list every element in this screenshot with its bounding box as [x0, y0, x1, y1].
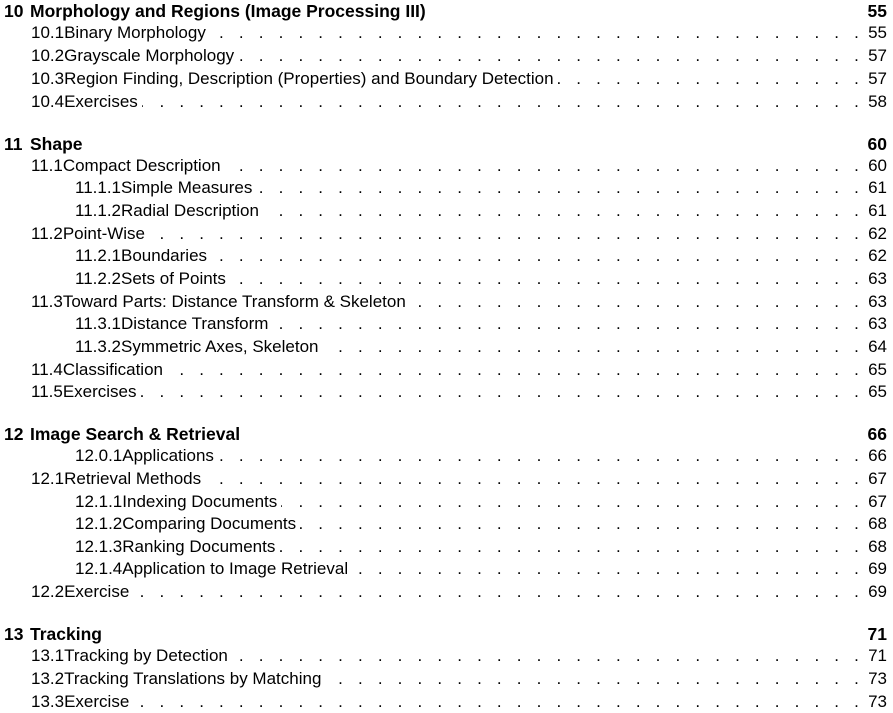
toc-title: Binary Morphology: [64, 23, 206, 42]
toc-entry[interactable]: [0, 200, 887, 222]
toc-entry[interactable]: [0, 491, 887, 513]
toc-page-number: 67: [868, 492, 887, 511]
toc-page-number: 62: [868, 224, 887, 243]
toc-page-number: 66: [867, 424, 887, 444]
toc-chapter[interactable]: [0, 423, 887, 445]
toc-page-number: 58: [868, 92, 887, 111]
toc-page-number: 69: [868, 582, 887, 601]
toc-page-number: 57: [868, 46, 887, 65]
toc-chapter[interactable]: [0, 133, 887, 155]
dot-leader: [230, 268, 864, 290]
toc-entry[interactable]: [0, 22, 887, 44]
toc-title: Distance Transform: [121, 314, 269, 333]
toc-number: 12.1.2: [75, 514, 123, 533]
toc-page-number: 68: [868, 514, 887, 533]
toc-entry[interactable]: [0, 45, 887, 67]
toc-title: Classification: [62, 360, 163, 379]
dot-leader: [263, 200, 864, 222]
toc-page-number: 61: [868, 201, 887, 220]
toc-title: Symmetric Axes, Skeleton: [121, 337, 319, 356]
toc-entry[interactable]: [0, 536, 887, 558]
toc-title: Toward Parts: Distance Transform & Skeleton: [62, 292, 406, 311]
toc-page-number: 63: [868, 292, 887, 311]
dot-leader: [133, 581, 864, 603]
toc-number: 11.2: [31, 224, 63, 243]
toc-number: 11.4: [31, 360, 63, 379]
toc-entry[interactable]: [0, 668, 887, 690]
toc-title: Application to Image Retrieval: [122, 559, 349, 578]
toc-title: Tracking by Detection: [64, 646, 228, 665]
toc-title: Boundaries: [121, 246, 208, 265]
toc-title: Retrieval Methods: [64, 469, 202, 488]
toc-page-number: 73: [868, 692, 887, 711]
toc-page-number: 66: [868, 446, 887, 465]
toc-number: 12.1.1: [75, 492, 123, 511]
dot-leader: [210, 22, 864, 44]
toc-page-number: 61: [868, 178, 887, 197]
toc-entry[interactable]: [0, 381, 887, 403]
toc-number: 12.1: [31, 469, 65, 488]
toc-number: 11.1.1: [75, 178, 122, 197]
dot-leader: [218, 445, 864, 467]
toc-page-number: 69: [868, 559, 887, 578]
toc-number: 12.1.3: [75, 537, 123, 556]
toc-title: Radial Description: [121, 201, 259, 220]
toc-page-number: 64: [868, 337, 887, 356]
dot-leader: [142, 91, 864, 113]
toc-title: Grayscale Morphology: [64, 46, 235, 65]
toc-page-number: 71: [868, 646, 887, 665]
toc-page-number: 60: [867, 134, 887, 154]
toc-title: Morphology and Regions (Image Processing III): [30, 1, 426, 21]
dot-leader: [300, 513, 864, 535]
toc-entry[interactable]: [0, 313, 887, 335]
toc-number: 10.4: [31, 92, 65, 111]
toc-number: 12: [4, 424, 24, 444]
toc-number: 13.1: [31, 646, 65, 665]
toc-number: 13: [4, 624, 24, 644]
toc-entry[interactable]: [0, 445, 887, 467]
toc-title: Point-Wise: [62, 224, 146, 243]
dot-leader: [272, 313, 864, 335]
toc-entry[interactable]: [0, 177, 887, 199]
toc-entry[interactable]: [0, 513, 887, 535]
toc-entry[interactable]: [0, 581, 887, 603]
dot-leader: [281, 491, 864, 513]
toc-entry[interactable]: [0, 558, 887, 580]
toc-page-number: 60: [868, 156, 887, 175]
toc-number: 11.2.2: [75, 269, 122, 288]
toc-title: Applications: [122, 446, 214, 465]
dot-leader: [322, 336, 864, 358]
toc-entry[interactable]: [0, 245, 887, 267]
toc-title: Exercise: [64, 582, 130, 601]
toc-number: 11.2.1: [75, 246, 122, 265]
toc-entry[interactable]: [0, 336, 887, 358]
toc-page-number: 67: [868, 469, 887, 488]
toc-entry[interactable]: [0, 359, 887, 381]
toc-number: 13.3: [31, 692, 65, 711]
dot-leader: [149, 223, 864, 245]
toc-title: Indexing Documents: [122, 492, 278, 511]
toc-title: Tracking: [30, 624, 102, 644]
toc-title: Exercises: [64, 92, 138, 111]
toc-title: Comparing Documents: [122, 514, 297, 533]
toc-title: Exercises: [62, 382, 137, 401]
toc-entry[interactable]: [0, 68, 887, 90]
toc-entry[interactable]: [0, 155, 887, 177]
toc-page-number: 65: [868, 382, 887, 401]
toc-number: 11.3.1: [75, 314, 122, 333]
toc-number: 11.3: [31, 292, 63, 311]
toc-page-number: 71: [867, 624, 887, 644]
toc-entry[interactable]: [0, 268, 887, 290]
toc-number: 11.1: [31, 156, 63, 175]
dot-leader: [133, 691, 864, 713]
toc-page-number: 55: [868, 23, 887, 42]
toc-title: Tracking Translations by Matching: [64, 669, 322, 688]
toc-title: Ranking Documents: [122, 537, 276, 556]
toc-entry[interactable]: [0, 223, 887, 245]
toc-page-number: 68: [868, 537, 887, 556]
toc-page-number: 65: [868, 360, 887, 379]
toc-number: 11.1.2: [75, 201, 122, 220]
toc-page-number: 63: [868, 314, 887, 333]
dot-leader: [325, 668, 864, 690]
dot-leader: [256, 177, 864, 199]
toc-title: Shape: [30, 134, 83, 154]
dot-leader: [558, 68, 865, 90]
toc-number: 11.5: [31, 382, 63, 401]
toc-title: Compact Description: [62, 156, 221, 175]
toc-page-number: 55: [867, 1, 887, 21]
dot-leader: [279, 536, 864, 558]
dot-leader: [205, 468, 864, 490]
toc-page-number: 62: [868, 246, 887, 265]
toc-number: 10.3: [31, 69, 65, 88]
toc-number: 12.1.4: [75, 559, 123, 578]
dot-leader: [352, 558, 864, 580]
toc-entry[interactable]: [0, 468, 887, 490]
toc-page-number: 63: [868, 269, 887, 288]
dot-leader: [238, 45, 864, 67]
dot-leader: [141, 381, 865, 403]
toc-title: Exercise: [64, 692, 130, 711]
dot-leader: [211, 245, 864, 267]
toc-entry[interactable]: [0, 291, 887, 313]
toc-title: Sets of Points: [121, 269, 226, 288]
dot-leader: [225, 155, 864, 177]
toc-page-number: 57: [868, 69, 887, 88]
toc-title: Region Finding, Description (Properties) and Boundary Detection: [64, 69, 554, 88]
toc-chapter[interactable]: [0, 623, 887, 645]
toc-chapter[interactable]: [0, 0, 887, 22]
toc-number: 12.2: [31, 582, 65, 601]
toc-number: 11.3.2: [75, 337, 122, 356]
toc-number: 10.1: [31, 23, 65, 42]
toc-number: 10: [4, 1, 24, 21]
toc-entry[interactable]: [0, 645, 887, 667]
toc-title: Image Search & Retrieval: [30, 424, 241, 444]
toc-number: 12.0.1: [75, 446, 123, 465]
toc-page-number: 73: [868, 669, 887, 688]
toc-entry[interactable]: [0, 91, 887, 113]
dot-leader: [167, 359, 864, 381]
toc-number: 10.2: [31, 46, 65, 65]
dot-leader: [232, 645, 864, 667]
dot-leader: [410, 291, 864, 313]
toc-title: Simple Measures: [121, 178, 253, 197]
toc-number: 13.2: [31, 669, 65, 688]
toc-number: 11: [4, 134, 23, 154]
toc-entry[interactable]: [0, 691, 887, 713]
